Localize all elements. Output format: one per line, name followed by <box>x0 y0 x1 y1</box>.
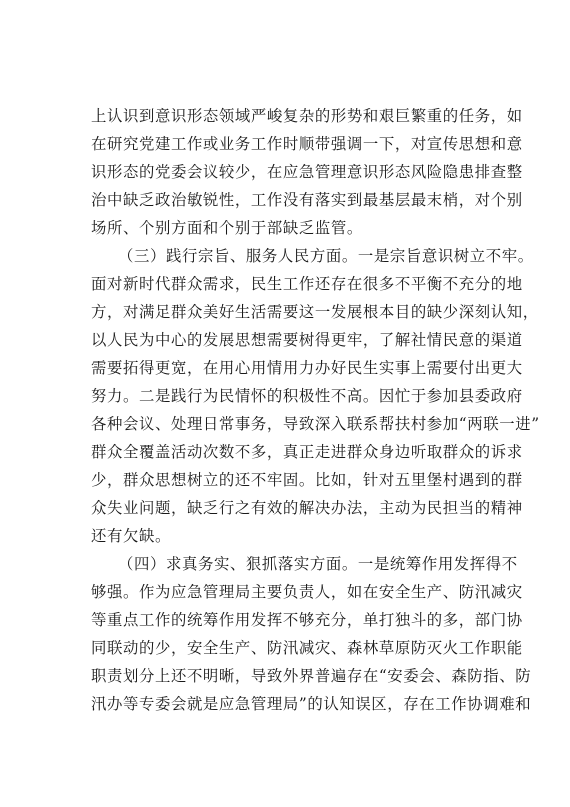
text-line: 少，群众思想树立的还不牢固。比如，针对五里堡村遇到的群 <box>91 471 523 489</box>
text-line: 汛办等专委会就是应急管理局”的认知误区，存在工作协调难和 <box>91 695 532 713</box>
text-line: 方，对满足群众美好生活需要这一发展根本目的缺少深刻认知， <box>91 303 539 321</box>
text-line: 需要拓得更宽，在用心用情用力办好民生实事上需要付出更大 <box>91 359 523 377</box>
text-line: 以人民为中心的发展思想需要树得更牢，了解社情民意的渠道 <box>91 331 523 349</box>
text-line: 还有欠缺。 <box>91 527 171 545</box>
text-line: 同联动的少，安全生产、防汛减灾、森林草原防灭火工作职能 <box>91 639 523 657</box>
text-line: 面对新时代群众需求，民生工作还存在很多不平衡不充分的地 <box>91 275 523 293</box>
section-heading-line: （四）求真务实、狠抓落实方面。一是统筹作用发挥得不 <box>118 555 518 573</box>
text-line: 上认识到意识形态领域严峻复杂的形势和艰巨繁重的任务，如 <box>91 107 523 125</box>
text-line: 努力。二是践行为民情怀的积极性不高。因忙于参加县委政府 <box>91 387 523 405</box>
section-heading-line: （三）践行宗旨、服务人民方面。一是宗旨意识树立不牢。 <box>118 247 534 265</box>
text-line: 识形态的党委会议较少，在应急管理意识形态风险隐患排查整 <box>91 163 523 181</box>
text-line: 各种会议、处理日常事务，导致深入联系帮扶村参加“两联一进” <box>91 415 540 433</box>
text-line: 够强。作为应急管理局主要负责人，如在安全生产、防汛减灾 <box>91 583 523 601</box>
text-line: 场所、个别方面和个别于部缺乏监管。 <box>91 219 363 237</box>
text-line: 在研究党建工作或业务工作时顺带强调一下，对宣传思想和意 <box>91 135 523 153</box>
text-line: 等重点工作的统筹作用发挥不够充分，单打独斗的多，部门协 <box>91 611 523 629</box>
text-line: 群众全覆盖活动次数不多，真正走进群众身边听取群众的诉求 <box>91 443 523 461</box>
text-line: 众失业问题，缺乏行之有效的解决办法，主动为民担当的精神 <box>91 499 523 517</box>
text-line: 职责划分上还不明晰，导致外界普遍存在“安委会、森防指、防 <box>91 667 532 685</box>
text-line: 治中缺乏政治敏锐性，工作没有落实到最基层最末梢，对个别 <box>91 191 523 209</box>
